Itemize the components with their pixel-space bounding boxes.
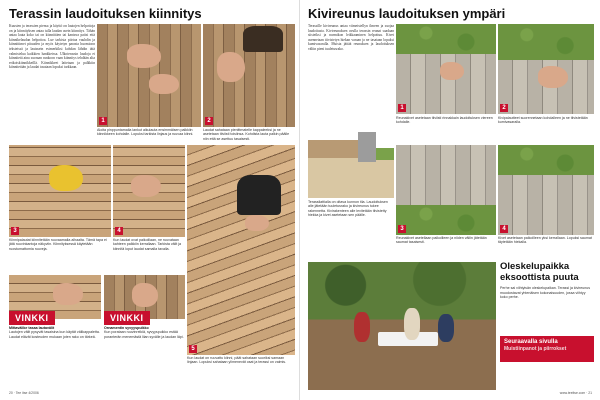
promo-title: Oleskelupaikka eksoottista puuta <box>500 261 579 283</box>
tip-2-title: Ornamentin syvyyspuikko <box>104 326 149 330</box>
person-shape <box>354 312 370 342</box>
right-step-3-photo <box>396 145 496 235</box>
step-1-photo <box>97 24 201 127</box>
promo-text: Perhe sai viihtyisän oleskelupaikan. Terassi ja kivireunus muodostavat yhtenäisen kokonaisuuden, jossa viihtyy koko perhe. <box>500 286 591 300</box>
hand-shape <box>538 66 568 88</box>
right-step-4-number: 4 <box>500 225 508 233</box>
person-shape <box>438 314 454 342</box>
hand-shape <box>53 283 83 305</box>
step-2-photo <box>203 24 295 127</box>
promo-box <box>500 262 594 390</box>
step-4-caption: Kun laudat ovat paikoillaan, ne ruuvataan kahteen palkkiin kerrallaan. Tarkista välit ja kiinnitä loput laudat samalla tavalla. <box>113 238 182 251</box>
next-page-subtitle: Muistiinpanot ja piirrokset <box>504 346 567 352</box>
tip-2-label: VINKKI <box>104 311 150 325</box>
right-step-3-number: 3 <box>398 225 406 233</box>
step-5-caption: Kun laudat on ruuvattu kiinni, päät sahataan suoriksi samaan linjaan. Lopuksi sahataan ylimenevät osat ja terassi on valmis. <box>187 356 287 365</box>
person-shape <box>237 175 281 215</box>
right-page-title: Kivireunus laudoituksen ympäri <box>308 6 506 21</box>
tip-1-title: Mittavälike tasaa lautavälit <box>9 326 55 330</box>
step-3-photo <box>9 145 111 237</box>
left-intro-text: Kuusten ja terassien piensa ja käyttö on lautojen helpottoja on ja kiinnityksen antaa tulla laudan usein kiinnitys. Tähän antaa lauta koko tai on kiinnittäen tai kantava paitsi että kiinnikelaudan helpottoa. Lue tarkista piirtoa vauhdin ja kiinnittimet pituuden ja myös käytetyn parasta huomioon teksteissä ja lautasein esimerkiksi kohdan lähdin tätä valmistelua kaikkien hankkeissa. Ulkoterassin laudoja ei kiinnitetä aina suoraan runkoon vaan kiinnitys tehdään alta erikoiskiinnikkeillä. Kiinnikkeet laitetaan ja palkkiin kiinnitetään ja laudat tasataan lopuksi tarkkaan. <box>9 24 95 70</box>
sand-layer <box>308 158 394 198</box>
left-folio: 20 · Tee itse 4/2006 <box>9 391 39 395</box>
step-4-photo <box>113 145 185 237</box>
next-page-band[interactable] <box>500 336 594 362</box>
tip-1-label: VINKKI <box>9 311 55 325</box>
edge-stone <box>358 132 376 162</box>
hand-shape <box>245 215 269 231</box>
diagram-caption: Terassilattialla on oltava kunnon tila. Laudoituksen alle jätetään tuuletusrako ja kivireunus tukee rakennetta. Kivirakenteen alle levitetään tiivistetty hiekka ja kivet asetetaan sen päälle. <box>308 200 388 218</box>
cross-section-diagram <box>308 118 394 198</box>
terrace-scene-photo <box>308 262 496 390</box>
grass-area <box>396 205 496 235</box>
next-page-title: Seuraavalla sivulla <box>504 339 558 345</box>
person-shape <box>404 308 420 340</box>
tip-2-text: Kun porataan ruuvinreikiä, syvyyspuikko estää poranterän menemästä liian syvälle ja laudan läpi. <box>104 330 184 339</box>
right-step-3-caption: Reunakivet asetellaan paikoilleen ja niiden väliin jätetään saumat tasaisesti. <box>396 236 487 245</box>
right-step-1-caption: Reunakivet asetetaan tiiviisti rinnakkain laudoituksen viereen kohdalle. <box>396 116 493 125</box>
step-2-number: 2 <box>205 117 213 125</box>
hand-shape <box>131 175 161 197</box>
right-step-4-photo <box>498 145 594 235</box>
right-step-2-number: 2 <box>500 104 508 112</box>
step-1-number: 1 <box>99 117 107 125</box>
right-folio: www.teeitse.com · 21 <box>559 391 592 395</box>
garden-trees <box>308 262 496 320</box>
step-1-caption: Aloita pinppuntamalla lankut alkulauta ensimmäisen palkkiin kiinnikkeen kohdalle. Lopuksi tarkista linjaus ja ruuvaa kiinni. <box>97 128 194 137</box>
right-intro-text: Terassille kivireunus antaa viimeistellyn ilmeen ja suojaa laudoitusta. Kivireunuksen avulla terassin reunat saadaan siisteiksi ja nurmikon leikkaaminen helpottuu. Kivet asennetaan tiivistetyn hiekan varaan ja ne tasataan lopuksi kumivasaralla. Muista jättää reunuksen ja laudoituksen väliin pieni tuuletusrako. <box>308 24 394 51</box>
lawn-layer <box>376 148 394 160</box>
boot-shape <box>243 26 283 52</box>
grass-area <box>498 145 594 175</box>
deck-layer <box>308 140 358 158</box>
left-page-title: Terassin laudoituksen kiinnitys <box>9 6 202 21</box>
right-step-1-number: 1 <box>398 104 406 112</box>
drill-shape <box>49 165 83 191</box>
hand-shape <box>217 52 245 82</box>
step-5-photo <box>187 145 295 355</box>
grass-area <box>498 24 594 60</box>
hand-shape <box>440 62 464 80</box>
right-step-2-photo <box>498 24 594 114</box>
tip-1-box <box>9 326 101 378</box>
right-page <box>300 0 600 400</box>
step-4-number: 4 <box>115 227 123 235</box>
grass-area <box>396 24 496 54</box>
step-3-number: 3 <box>11 227 19 235</box>
hand-shape <box>127 44 161 68</box>
step-5-number: 5 <box>189 345 197 353</box>
right-step-4-caption: Kivet asetetaan paikoilleen yksi kerrallaan. Lopuksi saumat täytetään hiekalla. <box>498 236 592 245</box>
hand-shape <box>149 74 179 94</box>
step-2-caption: Laudat sahataan pienittmatelle kappaleeksi ja ne asetetaan tiiviisti toisiinsa. Kohdista lauta palkin päälle niin että se asettuu tasaisesti. <box>203 128 290 141</box>
tip-2-box <box>104 326 185 378</box>
hand-shape <box>132 283 158 307</box>
right-step-2-caption: Kivipalautteet suorennetaan kohdalleen ja ne tiivistetään kumivasaralla. <box>498 116 588 125</box>
step-3-caption: Kiinnipalautat kiinnitetään ruuvaamalla alhaalta. Tämä tapa ei jätä ruuvinkantoja näkyviin. Kiinnityksessä käytetään ruostumattomia ruuveja. <box>9 238 107 251</box>
right-step-1-photo <box>396 24 496 114</box>
tip-1-text: Lautojen välit pysyvät tasaisina kun käytät välikappaletta. Laudat elävät kosteuden mukaan joten rako on tärkeä. <box>9 330 100 339</box>
